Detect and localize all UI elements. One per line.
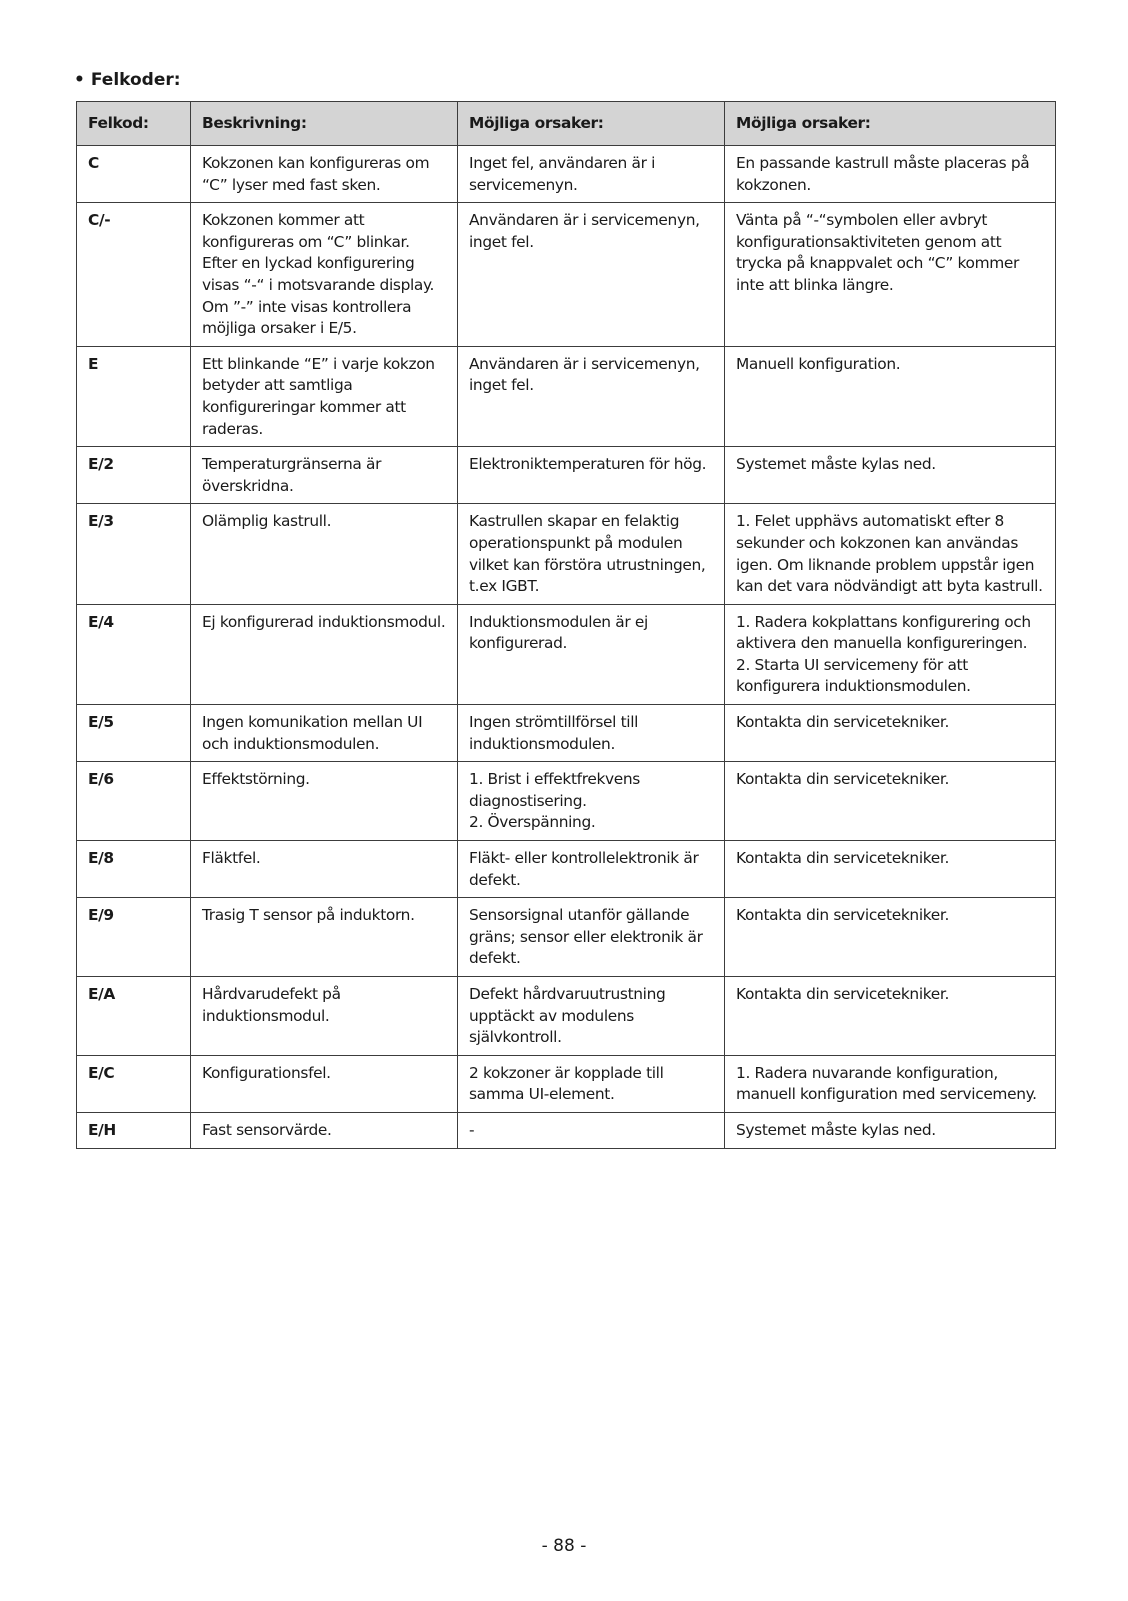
table-row [77,604,1056,704]
section-heading [74,70,181,90]
cause-cell: Inget fel, användaren är i servicemenyn. [458,146,725,203]
section-title: Felkoder: [90,70,181,90]
table-header [77,102,1056,146]
table-row [77,1055,1056,1112]
error-code-cell: E/3 [77,504,191,604]
error-code-cell: E/9 [77,898,191,977]
description-cell: Temperaturgränserna är överskridna. [191,447,458,504]
cause-cell: Sensorsignal utanför gällande gräns; sensor eller elektronik är defekt. [458,898,725,977]
remedy-cell: Kontakta din servicetekniker. [725,841,1056,898]
table-row [77,841,1056,898]
description-cell: Ett blinkande “E” i varje kokzon betyder att samtliga konfigureringar kommer att raderas. [191,346,458,446]
remedy-cell: Systemet måste kylas ned. [725,447,1056,504]
table-row [77,504,1056,604]
description-cell: Ingen komunikation mellan UI och induktionsmodulen. [191,705,458,762]
remedy-cell: 1. Felet upphävs automatiskt efter 8 sekunder och kokzonen kan användas igen. Om liknande problem uppstår igen kan det vara nödvändigt att byta kastrull. [725,504,1056,604]
cause-cell: - [458,1112,725,1148]
description-cell: Trasig T sensor på induktorn. [191,898,458,977]
bullet-marker: • [74,70,85,90]
remedy-cell: Kontakta din servicetekniker. [725,705,1056,762]
header-description: Beskrivning: [191,102,458,146]
remedy-cell: Kontakta din servicetekniker. [725,762,1056,841]
table-body [77,146,1056,1149]
remedy-cell: Kontakta din servicetekniker. [725,977,1056,1056]
error-code-cell: E/4 [77,604,191,704]
table-row [77,146,1056,203]
error-code-cell: E/2 [77,447,191,504]
cause-cell: Fläkt- eller kontrollelektronik är defekt. [458,841,725,898]
error-code-cell: E/C [77,1055,191,1112]
cause-cell: 1. Brist i effektfrekvens diagnostisering. 2. Överspänning. [458,762,725,841]
cause-cell: Användaren är i servicemenyn, inget fel. [458,346,725,446]
remedy-cell: Systemet måste kylas ned. [725,1112,1056,1148]
description-cell: Kokzonen kan konfigureras om “C” lyser med fast sken. [191,146,458,203]
description-cell: Effektstörning. [191,762,458,841]
remedy-cell: Manuell konfiguration. [725,346,1056,446]
description-cell: Fast sensorvärde. [191,1112,458,1148]
description-cell: Olämplig kastrull. [191,504,458,604]
table-row [77,898,1056,977]
remedy-cell: Vänta på “-“symbolen eller avbryt konfigurationsaktiviteten genom att trycka på knappvalet och “C” kommer inte att blinka längre. [725,203,1056,347]
description-cell: Fläktfel. [191,841,458,898]
table-row [77,203,1056,347]
error-code-cell: C/- [77,203,191,347]
description-cell: Hårdvarudefekt på induktionsmodul. [191,977,458,1056]
error-code-table [76,101,1056,1149]
remedy-cell: En passande kastrull måste placeras på kokzonen. [725,146,1056,203]
remedy-cell: 1. Radera nuvarande konfiguration, manuell konfiguration med servicemeny. [725,1055,1056,1112]
cause-cell: Kastrullen skapar en felaktig operationspunkt på modulen vilket kan förstöra utrustningen, t.ex IGBT. [458,504,725,604]
error-code-cell: E/8 [77,841,191,898]
cause-cell: Användaren är i servicemenyn, inget fel. [458,203,725,347]
table-row [77,346,1056,446]
error-code-cell: C [77,146,191,203]
error-code-cell: E [77,346,191,446]
error-code-cell: E/5 [77,705,191,762]
cause-cell: Elektroniktemperaturen för hög. [458,447,725,504]
cause-cell: 2 kokzoner är kopplade till samma UI-element. [458,1055,725,1112]
cause-cell: Induktionsmodulen är ej konfigurerad. [458,604,725,704]
table-row [77,977,1056,1056]
remedy-cell: Kontakta din servicetekniker. [725,898,1056,977]
header-row [77,102,1056,146]
cause-cell: Ingen strömtillförsel till induktionsmodulen. [458,705,725,762]
table-row [77,705,1056,762]
table-row [77,762,1056,841]
error-code-cell: E/A [77,977,191,1056]
remedy-cell: 1. Radera kokplattans konfigurering och aktivera den manuella konfigureringen. 2. Starta UI servicemeny för att konfigurera induktionsmodulen. [725,604,1056,704]
table-row [77,1112,1056,1148]
cause-cell: Defekt hårdvaruutrustning upptäckt av modulens självkontroll. [458,977,725,1056]
header-error-code: Felkod: [77,102,191,146]
page-number: - 88 - [541,1536,587,1556]
description-cell: Konfigurationsfel. [191,1055,458,1112]
table-row [77,447,1056,504]
error-code-cell: E/H [77,1112,191,1148]
description-cell: Kokzonen kommer att konfigureras om “C” blinkar. Efter en lyckad konfigurering visas “-“ i motsvarande display. Om ”-” inte visas kontrollera möjliga orsaker i E/5. [191,203,458,347]
error-code-cell: E/6 [77,762,191,841]
header-possible-causes: Möjliga orsaker: [458,102,725,146]
description-cell: Ej konfigurerad induktionsmodul. [191,604,458,704]
header-possible-causes-2: Möjliga orsaker: [725,102,1056,146]
